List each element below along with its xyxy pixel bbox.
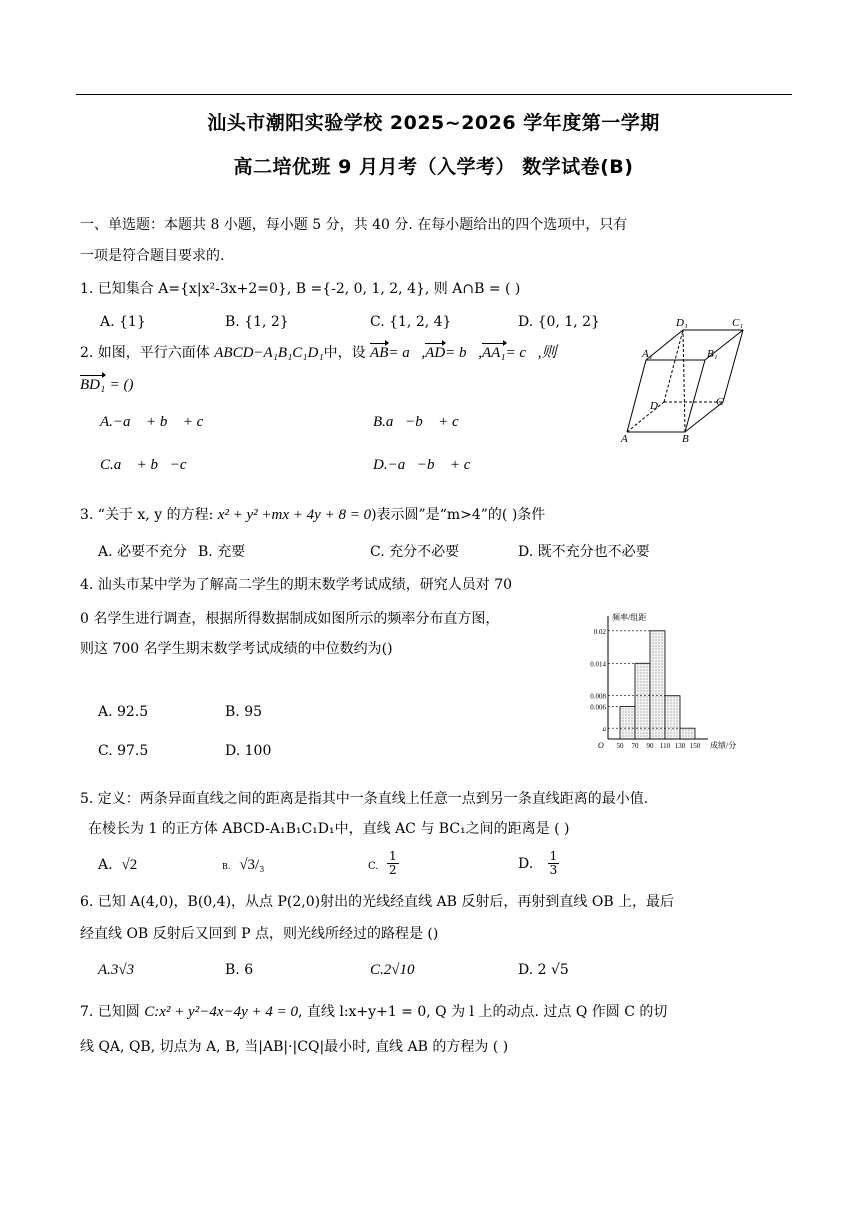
q7-stem-line1 (80, 1005, 667, 1020)
q2-eq-a: = a⃗, (388, 345, 426, 361)
frequency-histogram (580, 612, 750, 757)
q5-option-d-fraction (548, 850, 560, 877)
header-rule (76, 94, 792, 95)
q4-stem-line2: 0 名学生进行调查，根据所得数据制成如图所示的频率分布直方图， (80, 611, 500, 627)
q2-stem-line2 (80, 378, 134, 393)
q2-option-c[interactable]: C.a⃗ + b⃗−c⃗ (100, 457, 199, 473)
q2-eq-c: = c⃗,则 (505, 345, 557, 361)
q2-vector-bd1: BD₁ (80, 377, 106, 393)
vertex-label-b: B (682, 433, 689, 445)
q6-stem-line1: 6. 已知 A(4,0)，B(0,4)，从点 P(2,0)射出的光线经直线 AB 反射后，再射到直线 OB 上，最后 (80, 894, 675, 910)
q2-vector-aa1: AA₁ (481, 345, 506, 361)
exam-title-line2: 高二培优班 9 月月考（入学考） 数学试卷(B) (233, 156, 634, 178)
q5-option-b[interactable] (222, 858, 264, 873)
q3-stem (80, 508, 545, 523)
q7-circle-equation: C:x² + y²−4x−4y + 4 = 0 (144, 1004, 299, 1020)
vertex-label-d: D (650, 400, 658, 412)
histogram-bar-50-70 (620, 707, 635, 739)
q6-stem-line2: 经直线 OB 反射后又回到 P 点，则光线所经过的路程是 () (80, 926, 439, 942)
q5-option-d-denominator: 3 (549, 863, 558, 877)
q1-option-d[interactable]: D. {0, 1, 2} (518, 314, 600, 330)
histogram-y-tick-0.008: 0.008 (590, 692, 606, 701)
q2-option-d[interactable]: D.−a⃗−b⃗ + c⃗ (373, 457, 483, 473)
histogram-x-tick-70: 70 (631, 742, 639, 750)
q4-option-a[interactable]: A. 92.5 (98, 704, 149, 720)
q3-option-c[interactable]: C. 充分不必要 (370, 544, 460, 560)
q3-equation: x² + y² +mx + 4y + 8 = 0 (217, 507, 372, 523)
q3-stem-a: 3. “关于 x, y 的方程: (80, 507, 218, 523)
histogram-x-tick-130: 130 (674, 742, 686, 750)
q5-option-b-value: √3/₃ (239, 857, 265, 873)
q5-stem-line1: 5. 定义：两条异面直线之间的距离是指其中一条直线上任意一点到另一条直线距离的最小值. (80, 791, 649, 807)
q5-option-c-numerator: 1 (388, 849, 397, 863)
vertex-label-a: A (621, 433, 628, 445)
q6-option-d[interactable]: D. 2 √5 (518, 962, 569, 978)
q2-eq-b: = b⃗, (445, 345, 482, 361)
histogram-bar-110-130 (665, 696, 680, 739)
q5-option-c-denominator: 2 (388, 863, 397, 877)
histogram-x-tick-150: 150 (689, 742, 701, 750)
q5-option-c-fraction (387, 850, 399, 877)
edge-ad (627, 402, 664, 432)
q5-option-a-value: √2 (121, 857, 138, 873)
q2-vector-ad: AD (425, 345, 446, 361)
vertex-label-d1: D₁ (676, 317, 688, 329)
q4-option-d[interactable]: D. 100 (225, 743, 272, 759)
q2-option-b[interactable]: B.a⃗−b⃗ + c⃗ (373, 414, 471, 430)
q5-option-c-label: C. (368, 861, 379, 872)
q7-stem-line2: 线 QA, QB, 切点为 A, B, 当|AB|·|CQ|最小时, 直线 AB 的方程为 ( ) (80, 1039, 509, 1055)
q3-option-b[interactable]: B. 充要 (198, 544, 246, 560)
q3-option-d[interactable]: D. 既不充分也不必要 (518, 544, 650, 560)
q5-option-a[interactable] (98, 858, 137, 873)
q4-stem-line1: 4. 汕头市某中学为了解高二学生的期末数学考试成绩，研究人员对 70 (80, 577, 513, 593)
parallelepiped-figure (615, 312, 755, 447)
q6-option-c[interactable]: C.2√10 (370, 962, 415, 978)
histogram-bar-90-110 (650, 631, 665, 739)
vertex-label-b1: B₁ (707, 348, 718, 360)
histogram-y-tick-0.014: 0.014 (590, 660, 606, 669)
q2-stem-b: 中，设 (323, 345, 366, 361)
q4-option-c[interactable]: C. 97.5 (98, 743, 149, 759)
edge-bb1 (685, 360, 705, 432)
q5-option-d-label: D. (518, 856, 534, 872)
q5-option-c[interactable] (368, 850, 399, 877)
q2-stem-a: 2. 如图，平行六面体 (80, 345, 210, 361)
vertex-label-a1: A₁ (642, 348, 653, 360)
histogram-bar-130-150 (680, 728, 695, 739)
q5-stem-line2: 在棱长为 1 的正方体 ABCD-A₁B₁C₁D₁中，直线 AC 与 BC₁之间的距离是 ( ) (88, 821, 570, 837)
histogram-x-tick-90: 90 (646, 742, 654, 750)
q1-option-a[interactable]: A. {1} (100, 314, 146, 330)
histogram-y-tick-0.02: 0.02 (593, 627, 606, 636)
q2-vector-ab: AB (370, 345, 389, 361)
q2-eq-q: = () (109, 377, 134, 393)
q5-option-b-label: B. (222, 862, 231, 871)
vertex-label-c1: C₁ (732, 317, 744, 329)
q4-option-b[interactable]: B. 95 (225, 704, 263, 720)
edge-aa1 (627, 360, 646, 432)
q7-stem-b: , 直线 l:x+y+1 = 0, Q 为 l 上的动点. 过点 Q 作圆 C 的切 (298, 1004, 668, 1020)
section1-instruction-line1: 一、单选题：本题共 8 小题，每小题 5 分，共 40 分. 在每小题给出的四个选项中，只有 (80, 217, 628, 233)
histogram-y-label: 频率/组距 (612, 613, 647, 622)
q5-option-d[interactable] (518, 850, 559, 877)
histogram-bar-70-90 (635, 663, 650, 739)
q3-stem-b: )表示圆”是“m>4”的( )条件 (371, 507, 546, 523)
q7-stem-a: 7. 已知圆 (80, 1004, 145, 1020)
q6-option-b[interactable]: B. 6 (225, 962, 254, 978)
histogram-x-label: 成绩/分 (710, 741, 737, 750)
q3-option-a[interactable]: A. 必要不充分 (98, 544, 188, 560)
histogram-x-tick-50: 50 (616, 742, 624, 750)
q5-option-a-label: A. (98, 857, 113, 873)
q1-option-c[interactable]: C. {1, 2, 4} (370, 314, 452, 330)
edge-dd1 (664, 330, 683, 402)
q1-option-b[interactable]: B. {1, 2} (225, 314, 289, 330)
q5-option-d-numerator: 1 (549, 849, 558, 863)
histogram-y-tick-0.006: 0.006 (590, 703, 606, 712)
q1-stem: 1. 已知集合 A={x|x²-3x+2=0}, B ={-2, 0, 1, 2, 4}, 则 A∩B = ( ) (80, 281, 521, 297)
histogram-x-tick-110: 110 (659, 742, 671, 750)
vertex-label-c: C (716, 396, 724, 408)
histogram-y-tick-a: a (602, 725, 606, 734)
q6-option-a[interactable]: A.3√3 (98, 962, 135, 978)
q2-option-a[interactable]: A.−a⃗ + b⃗ + c⃗ (100, 414, 215, 430)
q2-stem-line1 (80, 346, 556, 361)
section1-instruction-line2: 一项是符合题目要求的. (80, 248, 225, 264)
q2-solid: ABCD−A₁B₁C₁D₁ (214, 345, 324, 361)
histogram-origin-label: O (598, 741, 604, 750)
diagonal-bd1 (683, 330, 685, 432)
exam-title-line1: 汕头市潮阳实验学校 2025~2026 学年度第一学期 (207, 112, 660, 134)
q4-stem-line3: 则这 700 名学生期末数学考试成绩的中位数约为() (80, 641, 393, 657)
edge-cc1 (723, 330, 743, 402)
